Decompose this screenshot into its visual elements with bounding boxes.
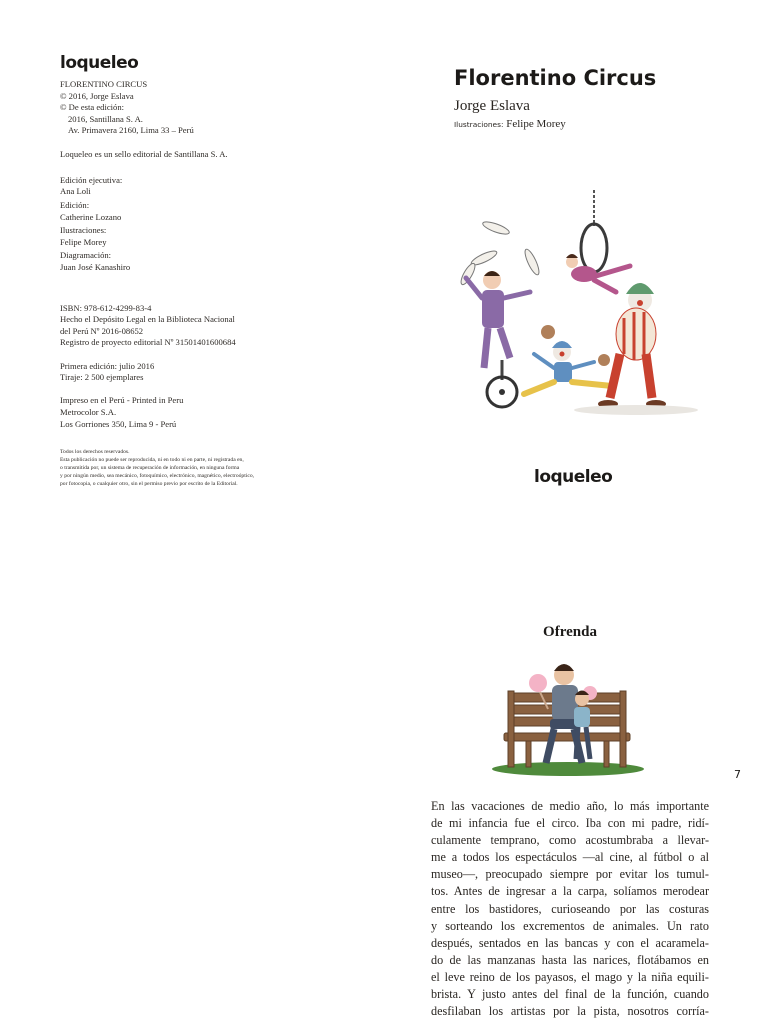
credit-line: Registro de proyecto editorial Nº 31501401600684 (60, 337, 236, 348)
credit-role: Edición: (60, 199, 90, 210)
credit-role: Diagramación: (60, 250, 112, 261)
credit-line: 2016, Santillana S. A. (68, 113, 143, 124)
isbn: ISBN: 978-612-4299-83-4 (60, 302, 152, 313)
credit-line: Hecho el Depósito Legal en la Biblioteca Nacional (60, 314, 235, 325)
legal-line: Esta publicación no puede ser reproducida, ni en todo ni en parte, ni registrada en, (60, 457, 244, 464)
credit-line: Tiraje: 2 500 ejemplares (60, 372, 144, 383)
credit-line: FLORENTINO CIRCUS (60, 79, 148, 89)
publisher-logo (60, 53, 138, 73)
legal-line: por fotocopia, o cualquier otro, sin el permiso previo por escrito de la Editorial. (60, 481, 238, 488)
circus-illustration (444, 182, 712, 420)
text-line: me a todos los espectáculos —al cine, al fútbol o al (431, 850, 709, 865)
credit-line: Primera edición: julio 2016 (60, 360, 155, 371)
chapter-title: Ofrenda (543, 624, 597, 640)
credit-person: Ana Loli (60, 186, 91, 197)
logo-text: loqueleo (534, 467, 613, 487)
text-line: brista. Y justo antes del final de la función, cuando (431, 987, 709, 1002)
illustrations-label: Ilustraciones: (454, 120, 504, 129)
credit-line: Loqueleo es un sello editorial de Santillana S. A. (60, 148, 228, 159)
logo-text: loqueleo (60, 53, 139, 73)
book-title: Florentino Circus (454, 66, 657, 90)
bench-illustration (486, 655, 648, 779)
page-number: 7 (734, 768, 741, 781)
illustrator-name: Felipe Morey (506, 118, 566, 130)
credit-line: del Perú Nº 2016-08652 (60, 325, 144, 336)
text-line: do de las manzanas hasta las narices, flotábamos en (431, 952, 709, 967)
publisher-logo-title-page (534, 467, 612, 487)
credit-line: © De esta edición: (60, 102, 125, 113)
credit-line: Impreso en el Perú - Printed in Peru (60, 395, 184, 406)
legal-notice (60, 448, 330, 488)
text-line: museo—, preocupado siempre por evitar los tumul- (431, 867, 709, 882)
text-line: de mi infancia fue el circo. Iba con mi padre, ridí- (431, 816, 709, 831)
text-line: desfilaban los artistas por la pista, nosotros corría- (431, 1004, 709, 1019)
credit-line: Av. Primavera 2160, Lima 33 – Perú (68, 125, 194, 136)
text-line: y sorteando los excrementos de animales. Un rato (431, 918, 709, 933)
credit-line: Los Gorriones 350, Lima 9 - Perú (60, 418, 177, 429)
text-line: el leve reino de los payasos, el mago y la niña equili- (431, 969, 709, 984)
credit-person: Felipe Morey (60, 236, 107, 247)
text-line: entre los bastidores, curioseando por las costuras (431, 901, 709, 916)
legal-line: Todos los derechos reservados. (60, 449, 130, 455)
text-line: después, sentados en las bancas y con el acaramela- (431, 935, 709, 950)
credit-person: Catherine Lozano (60, 211, 122, 222)
author-name: Jorge Eslava (454, 98, 530, 114)
credit-line: © 2016, Jorge Eslava (60, 90, 134, 101)
legal-line: o transmitida por, un sistema de recuperación de información, en ninguna forma (60, 465, 240, 472)
credit-role: Ilustraciones: (60, 225, 107, 236)
illustrator-credit (454, 118, 566, 130)
credit-role: Edición ejecutiva: (60, 174, 123, 185)
chapter-body (431, 798, 709, 1020)
credit-person: Juan José Kanashiro (60, 261, 131, 272)
text-line: tos. Antes de ingresar a la carpa, solíamos merodear (431, 884, 709, 899)
legal-line: y por ningún medio, sea mecánico, fotoquímico, electrónico, magnético, electroóptico, (60, 473, 255, 480)
credit-line: Metrocolor S.A. (60, 407, 117, 418)
text-line: En las vacaciones de medio año, lo más importante (431, 799, 709, 813)
copyright-credits (60, 79, 350, 430)
text-line: culamente temprano, como acostumbraba a llevar- (431, 833, 709, 848)
